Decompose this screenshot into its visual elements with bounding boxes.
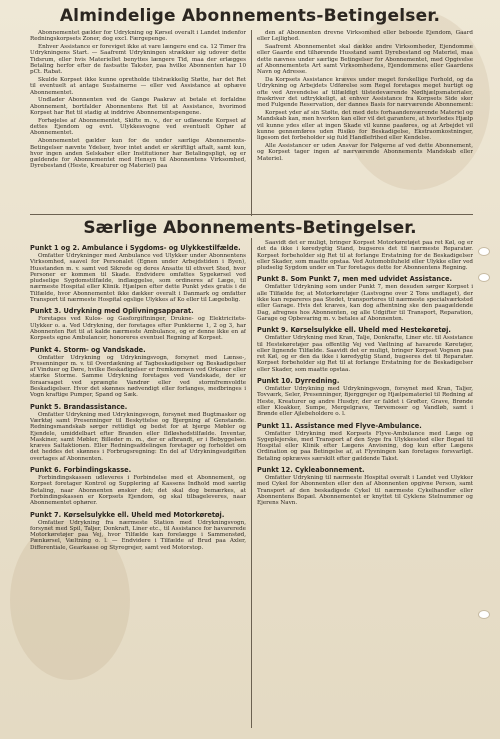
paragraph: den af Abonnenten drevne Virksomhed eller beboede Ejendom, Gaard eller Lejlighed. xyxy=(257,30,473,43)
section-body: Foretages ved Kulos- og Gasforgiftninger, Drukne- og Elektricitets-Ulykker o. a. Ved Udrykning, der foretages efter Punkterne 1, 2 og 3, har Abonnenten Ret til at kalde nærmeste Ambulance, og er denne ikke en af Korpsets egne Ambulancer, honoreres eventuel Regning af Korpset. xyxy=(30,316,246,342)
section-heading: Punkt 4. Storm- og Vandskade. xyxy=(30,345,146,354)
section-body: Omfatter Udrykning og Udrykningsvogn, forsynet med Lænse-, Presenninger m. v. til Overdækning af Tagbeskadigelser og Beskadigelser af Vinduer og Døre, hvilke Beskadigelser er fremkommen ved Orkaner eller stærke Storme. Samme Udrykning foretages ved Vandskade, der er foraarsaget ved sprængte Vandrør eller ved stormfremvoldte Beskadigelser. Hvor det skønnes nødvendigt eller forlanges, medbringes i Vogn kraftige Pumper, Spand og Sæk. xyxy=(30,354,246,399)
paragraph: Skulde Korpset ikke kunne opretholde tilstrækkelig Støtte, har det Ret til eventuelt at antage Sustainerne — eller ved Assistance at ophæve Abonnementet. xyxy=(30,77,246,96)
column-divider xyxy=(251,238,252,728)
section-heading: Punkt 3. Udrykning med Oplivningsapparat. xyxy=(30,307,194,316)
section-heading: Punkt 8. Som Punkt 7, men med udvidet Assistance. xyxy=(257,275,452,284)
paragraph: Abonnementet gælder for Udrykning og Kørsel overalt i Landet indenfor Redningskorpsets Zoner, dog excl. Færgepenge. xyxy=(30,30,246,43)
general-right-column xyxy=(257,30,473,220)
paragraph: Alle Assistancer er uden Ansvar for Følgerne af ved dette Abonnement, og Korpset tager ingen af nærværende Abonnements Mandskab eller Materiel. xyxy=(257,143,473,162)
section-heading: Punkt 10. Dyrredning. xyxy=(257,377,340,386)
paragraph: Enhver Assistance er foreviget ikke at vare længere end ca. 12 Timer fra Udrykningens Start. — Saafremt Udrykningen strækker sig udover dette Tidsrum, eller hvis Materiellet benyttes længere Tid, maa der erlægges Betaling herfor efter de fastsatte Takster, paa hvilke Abonnenten har 10 pCt. Rabat. xyxy=(30,44,246,76)
section-body: Omfatter Udrykning med Kran, Talje, Donkrafte, Liner etc. til Assistance til Hestekøretøjer paa offentlig Vej ved Væltning af havarede Køretøjer, eller lignende Tilfælde. Saavidt det er muligt, bringer Korpset Vognen paa ret Køl, og er den da ikke i køredygtig Stand, bugseres det til Reparatør. Korpset forbeholder sig Ret til at forlange Erstatning for de Beskadigelser eller Skader, som maatte opstaa. xyxy=(257,335,473,373)
section-body: Omfatter Udrykning fra nærmeste Station med Udrykningsvogn, forsynet med Spil, Taljer, Donkraft, Liner etc., til Assistance for havarerede Motorkøretøjer paa Vej, hvor Tilfælde kan forelægge i Sammenstød, Pænkørsel, Væltning o. l. — Endvidere i Tilfælde af Brud paa Axler, Differentiale, Gearkasse og Styregrejer, samt ved Motorstop. xyxy=(30,519,246,551)
section-body: Omfatter Udrykning med Korpsets Flyve-Ambulance med Læge og Sygeplejerske, med Transport af den Syge fra Ulykkessted eller Bopæl til Hospital eller Klinik efter Lægens Anvisning, dog kun efter Lægens Ordination og paa Betingelse af, at Flyvningen kan foretages forsvarligt. Betaling opkræves særskilt efter gældende Takst. xyxy=(257,430,473,462)
paragraph: Undlader Abonnenten ved de Gange Paakrav at betale et forfaldne Abonnement, bortfalder Abonnentens Ret til at Assistance, hvorimod Korpset har Ret til stadig at inddrive Abonnementspengene. xyxy=(30,97,246,117)
section-body: Forbindingskassen udleveres i Forbindelse med et Abonnement, og Korpset foretager Kontrol og Supplering af Kassens Indhold mod særlig Betaling, naar Abonnenten ønsker det; det skal dog bemærkes, at Forbindingskassen er Korpsets Ejendom, og skal tilbageleveres, naar Abonnementet ophører. xyxy=(30,475,246,507)
punch-hole xyxy=(478,247,490,256)
special-conditions-title: Særlige Abonnements-Betingelser. xyxy=(83,218,417,238)
paragraph: Abonnementet gælder kun for de under særlige Abonnements-Betingelser nævnte Ydelser, hvor intet andet er skriftligt aftalt, samt kun, hvor ingen anden Selskaber eller Institutioner har Betalingspligt, og er gældende for Abonnementet med Hensyn til Abonnentens Virksomhed, Dyrebestand (Heste, Kreaturer og Materiel) paa xyxy=(30,138,246,170)
special-left-column xyxy=(30,240,246,728)
paragraph: Forhøjelse af Abonnementet, Skifte m. v., der er udløsende Korpset af dettes Ejendom og evnt. Ulykkesvogne ved eventuelt Ophør af Abonnementet. xyxy=(30,117,246,137)
section-heading: Punkt 6. Forbindingskasse. xyxy=(30,466,132,475)
general-left-column xyxy=(30,30,246,220)
column-divider xyxy=(251,30,252,216)
general-conditions-title: Almindelige Abonnements-Betingelser. xyxy=(59,6,441,26)
paragraph: Saafremt Abonnementet skal dække andre Virksomheder, Ejendomme eller Gaarde end tilhørende Husstand samt Dyrebestand og Materiel, maa dette nævnes under særlige Betingelser for Abonnementet, med Opgivelse af Abonnementets Art samt Virksomhedens, Ejendommens eller Gaardens Navn og Adresse. xyxy=(257,44,473,76)
section-heading: Punkt 1 og 2. Ambulance i Sygdoms- og Ulykkestilfælde. xyxy=(30,244,241,252)
section-heading: Punkt 9. Kørselsulykke ell. Uheld med Hestekøretøj. xyxy=(257,326,451,335)
punch-hole xyxy=(478,610,490,619)
punch-hole xyxy=(478,273,490,282)
section-body: Omfatter Udrykning som under Punkt 7, men desuden sørger Korpset i alle Tilfælde for, at Motorkøretøjer (Lastvogne over 2 Tons undtaget), der ikke kan repareres paa Stedet, transporteres til nærmeste specialværksted eller Garage. Hvis det kræves, kan dog afhentning ske den paagældende Dag, afregnes hos Abonnenten, og alle Udgifter til Transport, Reparation, Garage og Opbevaring m. v. betales af Abonnenten. xyxy=(257,284,473,322)
section-divider xyxy=(30,214,473,215)
section-body: Omfatter Udrykning med Udrykningsvogn, forsynet med Kran, Taljer, Tovværk, Seler, Presenninger, Bjerggrejer og Hjælpemateriel til Redning af Heste, Kreaturer og andre Husdyr, der er faldet i Grøfter, Grave, Brønde eller Kloakker, Sumpe, Mergelgrave, Tørvemoser og Vandløb, samt i Brønde eller Ajlebeholdere o. l. xyxy=(257,386,473,418)
paragraph: Korpset yder af sin Stølte, det med dets forhaandenværende Materiel og Mandskab kan, men hverken kan eller vil det garantere, at hvorledes Hjælp vil kunne ydes eller at ingen Skade vil kunne paaføres, og at Arbejdet vil kunne gennemføres uden Risiko for Beskadigelse, Ekstraomkostninger, ligesom det forbeholder sig fuld Handlefrihed eller Kendelse. xyxy=(257,110,473,142)
paragraph: Saavidt det er muligt, bringer Korpset Motorkøretøjet paa ret Køl, og er det da ikke i køredygtig Stand, bugseres det til nærmeste Reparatør. Korpset forbeholder sig Ret til at forlange Erstatning for de Beskadigelser eller Skader, som maatte opstaa. Ved Automobiluheld eller Ulykke eller ved pludselig Sygdom under en Tur foretages dette for Abonnentens Regning. xyxy=(257,240,473,272)
section-body: Omfatter Udrykning til nærmeste Hospital overalt i Landet ved Ulykker med Cykel for Abonnenten eller den af Abonnenten opgivne Person, samt Transport af den beskadigede Cykel til nærmeste Cykelhandler eller Abonnentens Bopæl. Abonnementet er knyttet til Cyklens Stelnummer og Ejerens Navn. xyxy=(257,475,473,507)
section-body: Omfatter Udrykning med Udrykningsvogn, forsynet med Bugtmasker og Værktøj samt Presenninger til Beskyttelse og Bjergning af Genstande. Redningsmandskab sørger rettidigt og bedst for at bjerge Møbler og Ejendele, umiddelbart efter Branden eller Ildløshedstilfælde. Inventar, Maskiner, samt Møbler, Billeder m. m., der er afbrandt, er i Bebyggelsen kræves Saltaktionen. Eller Redningsafdelingen foretager og forholdet om det heddes det skønnes i Forbrugsregning: En del af Udrykningsudgiften overtages af Abonnenten. xyxy=(30,411,246,462)
special-right-column xyxy=(257,240,473,728)
section-heading: Punkt 5. Brandassistance. xyxy=(30,402,128,411)
section-heading: Punkt 11. Assistance med Flyve-Ambulance. xyxy=(257,421,422,430)
section-heading: Punkt 12. Cykleabonnement. xyxy=(257,466,365,475)
section-heading: Punkt 7. Kørselsulykke ell. Uheld med Motorkøretøj. xyxy=(30,510,225,519)
section-body: Omfatter Udrykninger med Ambulance ved Ulykker under Abonnentens Virksomhed, saavel for Personalet (Egnen under Arbejdstiden i Byen), Husstanden m. v. samt ved Sikrede og deres Ansatte til ethvert Sted, hvor Personer er kommen til Skade. Endvidere omfattes Sygekørsel ved pludselige Sygdomstilfælde, indlæggelse, som ordineres af Læge, til nærmeste Hospital eller Klinik. Hjælpen efter dette Punkt ydes gratis i de Tilfælde, hvor Abonnementet ikke dækker overalt i Danmark og omfatter Transport til nærmeste Hospital ogslige Ulykkes af Ko eller til Lægebolig. xyxy=(30,253,246,304)
paragraph: Da Korpsets Assistance kræves under meget forskellige Forhold, og da Udrykning og Arbejdets Udførelse som Regel foretages meget hurtigt og ofte ved Anvendelse af tilfældigt tilstedeværende Nødhjælpsmaterialer, fraskriver det udtrykkeligt, at enhver Assistance fra Korpsets Side sker med Fulgende Reservation, der dannes Basis for nærværende Abonnement: xyxy=(257,77,473,109)
